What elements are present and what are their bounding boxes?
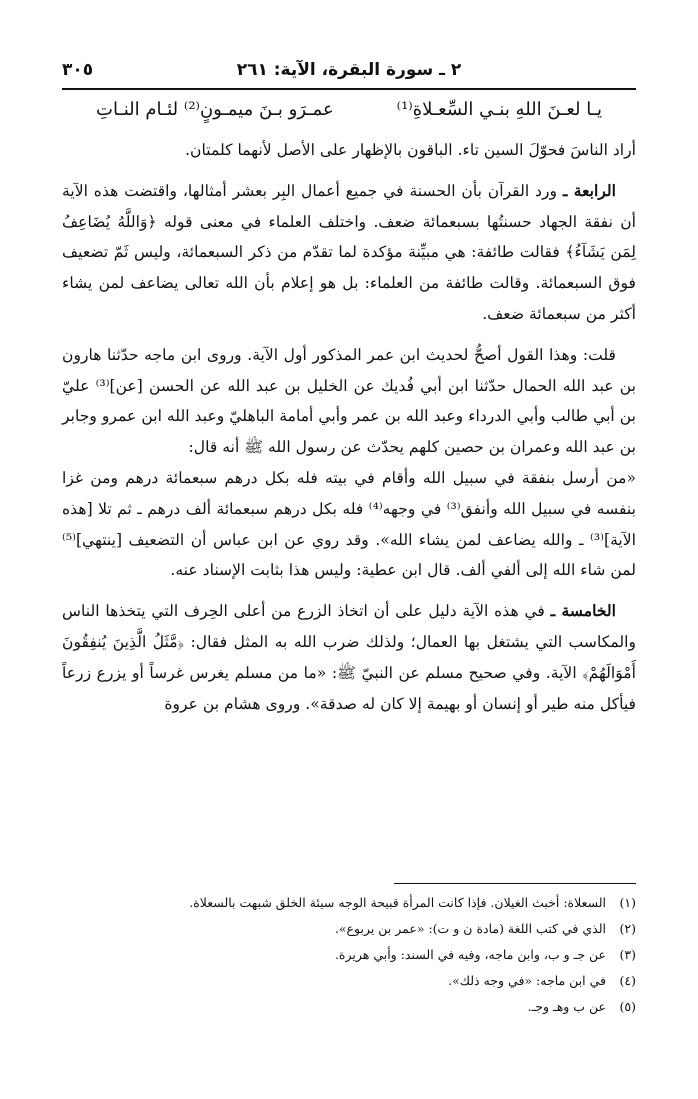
running-title: ٢ ـ سورة البقرة، الآية: ٢٦١ [236,60,462,80]
footnote [62,942,636,968]
footnote-text: السعلاة: أخبث الغيلان. فإذا كانت المرأة قبيحة الوجه سيئة الخلق شبهت بالسعلاة. [189,895,607,910]
footnote-text: في ابن ماجه: «في وجه ذلك». [448,973,607,988]
paragraph-heading: الرابعة ـ [562,180,616,200]
paragraph [62,596,636,719]
page-header [62,58,636,90]
footnote-number: (١) [619,895,636,910]
footnote [62,968,636,994]
paragraph-heading: الخامسة ـ [550,601,616,621]
footnote-divider [394,883,636,884]
paragraph-text: ورد القرآن بأن الحسنة في جميع أعمال البِر بعشر أمثالها، واقتضت هذه الآية أن نفقة الجهاد حسنتُها بسبعمائة ضعف. واختلف العلماء في معنى قوله ﴿وَاللَّهُ يُضَاعِفُ لِمَن يَشَآءُ﴾ فقالت طائفة: هي مبيِّنة مؤكدة لما تقدّم من ذكر السبعمائة، وليس ثَمّ تضعيف فوق السبعمائة. وقالت طائفة من العلماء: بل هو إعلام بأن الله تعالى يضاعف لمن يشاء أكثر من سبعمائة ضعف. [62,181,636,323]
page-number: ٣٠٥ [62,60,94,80]
paragraph-text: في هذه الآية دليل على أن اتخاذ الزرع من أعلى الحِرف التي يتخذها الناس والمكاسب التي يشتغل بها العمال؛ ولذلك ضرب الله به المثل فقال: ﴿مَّثَلُ الَّذِينَ يُنفِقُونَ أَمْوَالَهُمْ﴾ الآية. وفي صحيح مسلم عن النبيّ ﷺ: «ما من مسلم يغرس غرساً أو يزرع زرعاً فيأكل منه طير أو إنسان أو بهيمة إلا كان له صدقة». وروى هشام بن عروة [62,602,636,713]
paragraph-text: أراد الناسَ فحوّلَ السين تاء. الباقون بالإظهار على الأصل لأنهما كلمتان. [185,141,636,159]
footnote-number: (٣) [619,947,636,962]
paragraph [62,135,636,166]
paragraph-text: «من أرسل بنفقة في سبيل الله وأقام في بيته فله بكل درهم سبعمائة درهم ومن غزا بنفسه في سبيل الله وأنفق⁽³⁾ في وجهه⁽⁴⁾ فله بكل درهم سبعمائة ألف درهم ـ ثم تلا [هذه الآية]⁽³⁾ ـ والله يضاعف لمن يشاء الله». وقد روي عن ابن عباس أن التضعيف [ينتهي]⁽⁵⁾ لمن شاء الله إلى ألفي ألف. قال ابن عطية: وليس هذا بثابت الإسناد عنه. [62,468,636,580]
verse-second-hemistich: عمـرَو بـنَ ميمـونٍ⁽²⁾ لئـام النـاتِ [96,99,334,120]
main-text [62,135,636,729]
footnote-text: الذي في كتب اللغة (مادة ن و ت): «عمر بن يربوع». [334,921,607,936]
paragraph-text: قلت: وهذا القول أصحُّ لحديث ابن عمر المذكور أول الآية. وروى ابن ماجه حدّثنا هارون بن عبد الله الحمال حدّثنا ابن أبي فُديك عن الخليل بن عبد الله عن الحسن [عن]⁽³⁾ عليّ بن أبي طالب وأبي الدرداء وعبد الله بن عمر وأبي أمامة الباهليّ وعبد الله ابن عمرو وجابر بن عبد الله وعمران بن حصين كلهم يحدّث عن رسول الله ﷺ أنه قال: [62,345,636,457]
footnote [62,890,636,916]
footnote [62,994,636,1020]
footnote-number: (٤) [619,973,636,988]
poetry-verse [96,94,602,126]
verse-first-hemistich: يـا لعـنَ اللهِ بنـي السِّعـلاةِ⁽¹⁾ [396,99,602,120]
footnote-number: (٢) [619,921,636,936]
paragraph [62,463,636,586]
paragraph [62,176,636,330]
footnotes [62,890,636,1020]
footnote-number: (٥) [619,999,636,1014]
footnote-text: عن ب وهـ وجـ. [527,999,607,1014]
footnote-text: عن جـ و ب، وابن ماجه، وفيه في السند: وأبي هريرة. [334,947,607,962]
footnote [62,916,636,942]
paragraph [62,340,636,463]
